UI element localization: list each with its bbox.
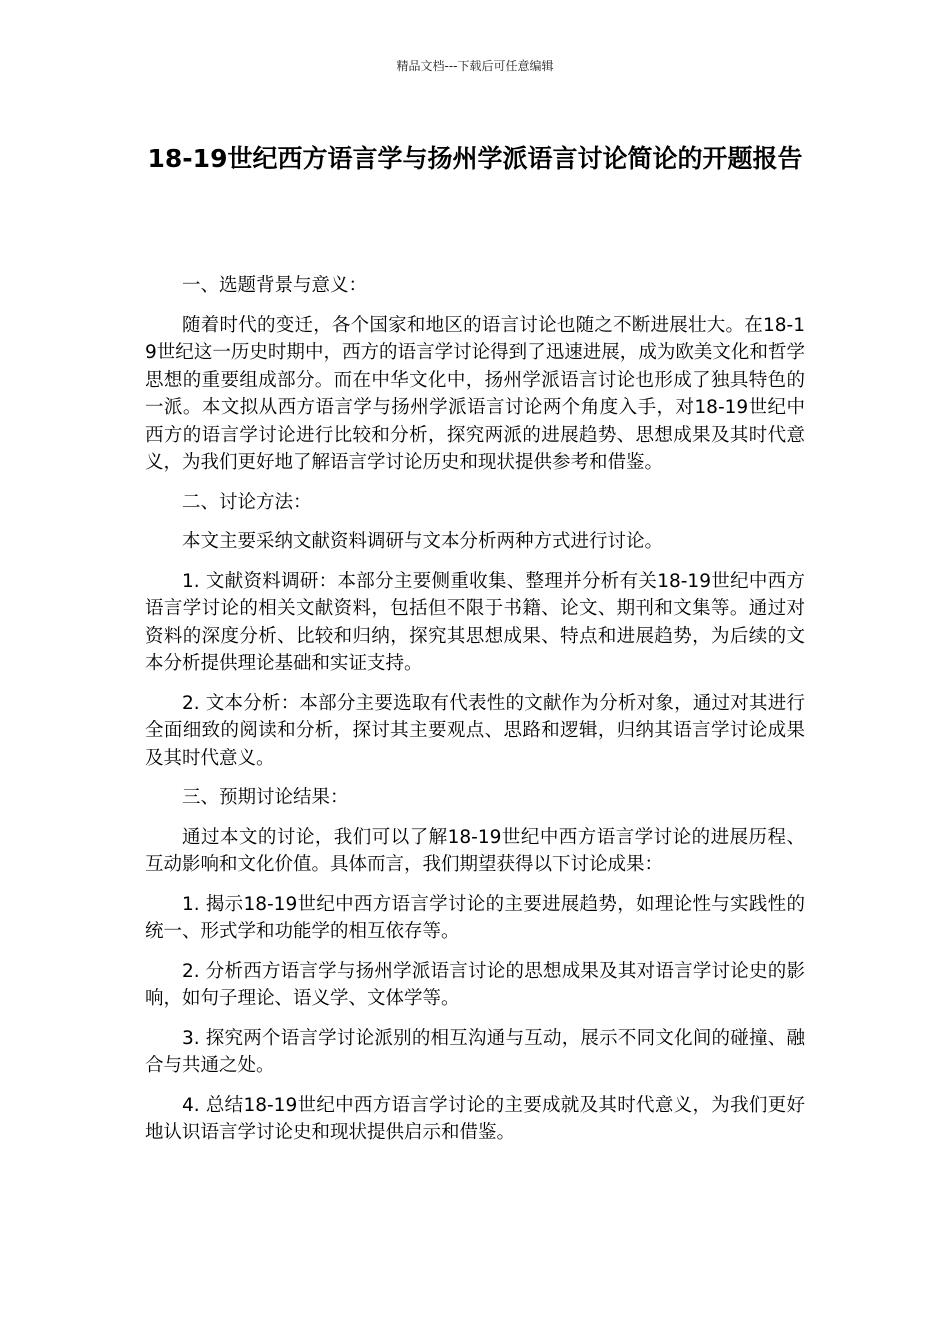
paragraph-result-1: 1. 揭示18-19世纪中西方语言学讨论的主要进展趋势，如理论性与实践性的统一、形式学和功能学的相互依存等。 [145, 893, 805, 942]
document-title: 18-19世纪西方语言学与扬州学派语言讨论简论的开题报告 [147, 144, 803, 173]
paragraph-background: 随着时代的变迁，各个国家和地区的语言讨论也随之不断进展壮大。在18-19世纪这一历史时期中，西方的语言学讨论得到了迅速进展，成为欧美文化和哲学思想的重要组成部分。而在中华文化中，扬州学派语言讨论也形成了独具特色的一派。本文拟从西方语言学与扬州学派语言讨论两个角度入手，对18-19世纪中西方的语言学讨论进行比较和分析，探究两派的进展趋势、思想成果及其时代意义，为我们更好地了解语言学讨论历史和现状提供参考和借鉴。 [145, 314, 805, 473]
section-heading-methods: 二、讨论方法： [182, 491, 312, 513]
section-heading-results: 三、预期讨论结果： [182, 787, 349, 808]
section-heading-background: 一、选题背景与意义： [182, 275, 368, 296]
paragraph-result-2: 2. 分析西方语言学与扬州学派语言讨论的思想成果及其对语言学讨论史的影响，如句子理论、语义学、文体学等。 [145, 960, 805, 1009]
paragraph-method-2: 2. 文本分析：本部分主要选取有代表性的文献作为分析对象，通过对其进行全面细致的阅读和分析，探讨其主要观点、思路和逻辑，归纳其语言学讨论成果及其时代意义。 [145, 692, 805, 769]
paragraph-method-1: 1. 文献资料调研：本部分主要侧重收集、整理并分析有关18-19世纪中西方语言学讨论的相关文献资料，包括但不限于书籍、论文、期刊和文集等。通过对资料的深度分析、比较和归纳，探究其思想成果、特点和进展趋势，为后续的文本分析提供理论基础和实证支持。 [145, 570, 805, 674]
paragraph-result-4: 4. 总结18-19世纪中西方语言学讨论的主要成就及其时代意义，为我们更好地认识语言学讨论史和现状提供启示和借鉴。 [145, 1094, 805, 1143]
paragraph-methods-intro: 本文主要采纳文献资料调研与文本分析两种方式进行讨论。 [182, 531, 664, 552]
paragraph-result-3: 3. 探究两个语言学讨论派别的相互沟通与互动，展示不同文化间的碰撞、融合与共通之处。 [145, 1027, 805, 1076]
paragraph-results-intro: 通过本文的讨论，我们可以了解18-19世纪中西方语言学讨论的进展历程、互动影响和文化价值。具体而言，我们期望获得以下讨论成果： [145, 826, 805, 875]
document-body [145, 272, 805, 1159]
header-note: 精品文档---下载后可任意编辑 [396, 59, 554, 73]
